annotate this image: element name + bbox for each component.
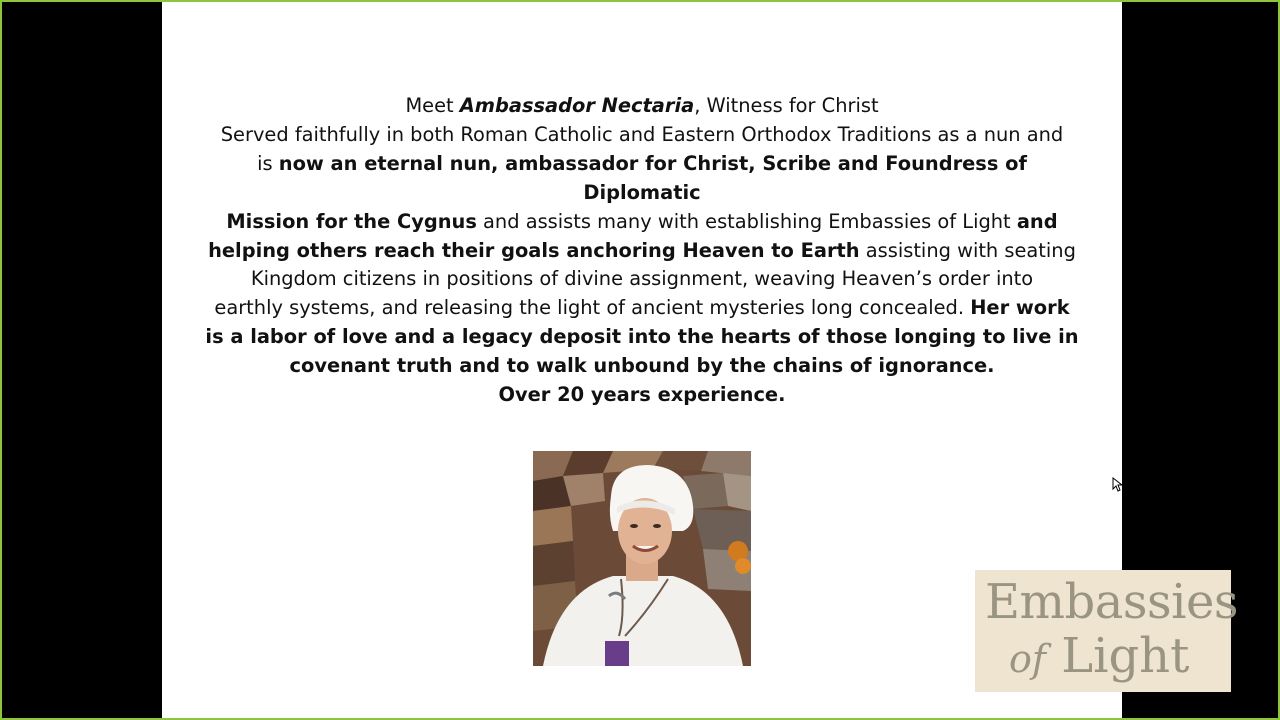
bio-line-10 <box>202 381 1082 410</box>
badge <box>605 641 629 666</box>
experience-line: Over 20 years experience. <box>498 383 786 407</box>
logo-line-2 <box>1009 628 1189 687</box>
bio-line-2: Served faithfully in both Roman Catholic and Eastern Orthodox Traditions as a nun and <box>220 122 1064 146</box>
logo-light: Light <box>1045 628 1190 684</box>
bio-line-9 <box>202 352 1082 381</box>
ambassador-name: Ambassador Nectaria <box>459 94 695 117</box>
mouse-cursor-icon <box>1112 477 1124 493</box>
bio-line-3-pre: is <box>257 151 279 175</box>
bio-line-1 <box>202 92 1082 121</box>
bio-line-9-bold: covenant truth and to walk unbound by the chains of ignorance. <box>289 354 995 378</box>
bio-line-3 <box>202 150 1082 208</box>
bio-line-4-bold2: and <box>1016 209 1058 233</box>
portrait-photo <box>533 451 751 666</box>
portrait-illustration <box>533 451 751 666</box>
bio-text <box>202 92 1082 410</box>
bio-line-5-post: assisting with seating <box>859 238 1076 262</box>
logo-of: of <box>1009 637 1046 681</box>
bio-line-7-bold: Her work <box>970 296 1070 320</box>
bio-line-8-bold: is a labor of love and a legacy deposit into the hearts of those longing to live in <box>205 325 1079 349</box>
bio-line-4-bold: Mission for the Cygnus <box>226 209 477 233</box>
bio-line-8 <box>202 323 1082 352</box>
bio-line-3-bold: now an eternal nun, ambassador for Christ, Scribe and Foundress of Diplomatic <box>278 151 1027 204</box>
bio-line-7 <box>202 294 1082 323</box>
bio-line-7-pre: earthly systems, and releasing the light of ancient mysteries long concealed. <box>214 296 971 320</box>
embassies-of-light-logo <box>975 570 1239 692</box>
bio-line-6: Kingdom citizens in positions of divine assignment, weaving Heaven’s order into <box>250 267 1034 291</box>
bio-line-4-mid: and assists many with establishing Embassies of Light <box>476 209 1017 233</box>
bio-line-5-bold: helping others reach their goals anchoring Heaven to Earth <box>208 238 860 262</box>
logo-line-1: Embassies <box>985 574 1239 630</box>
bio-line-1-post: , Witness for Christ <box>694 94 879 117</box>
bio-line-1-pre: Meet <box>405 94 460 117</box>
bio-line-5 <box>202 237 1082 266</box>
bio-line-4 <box>202 208 1082 237</box>
